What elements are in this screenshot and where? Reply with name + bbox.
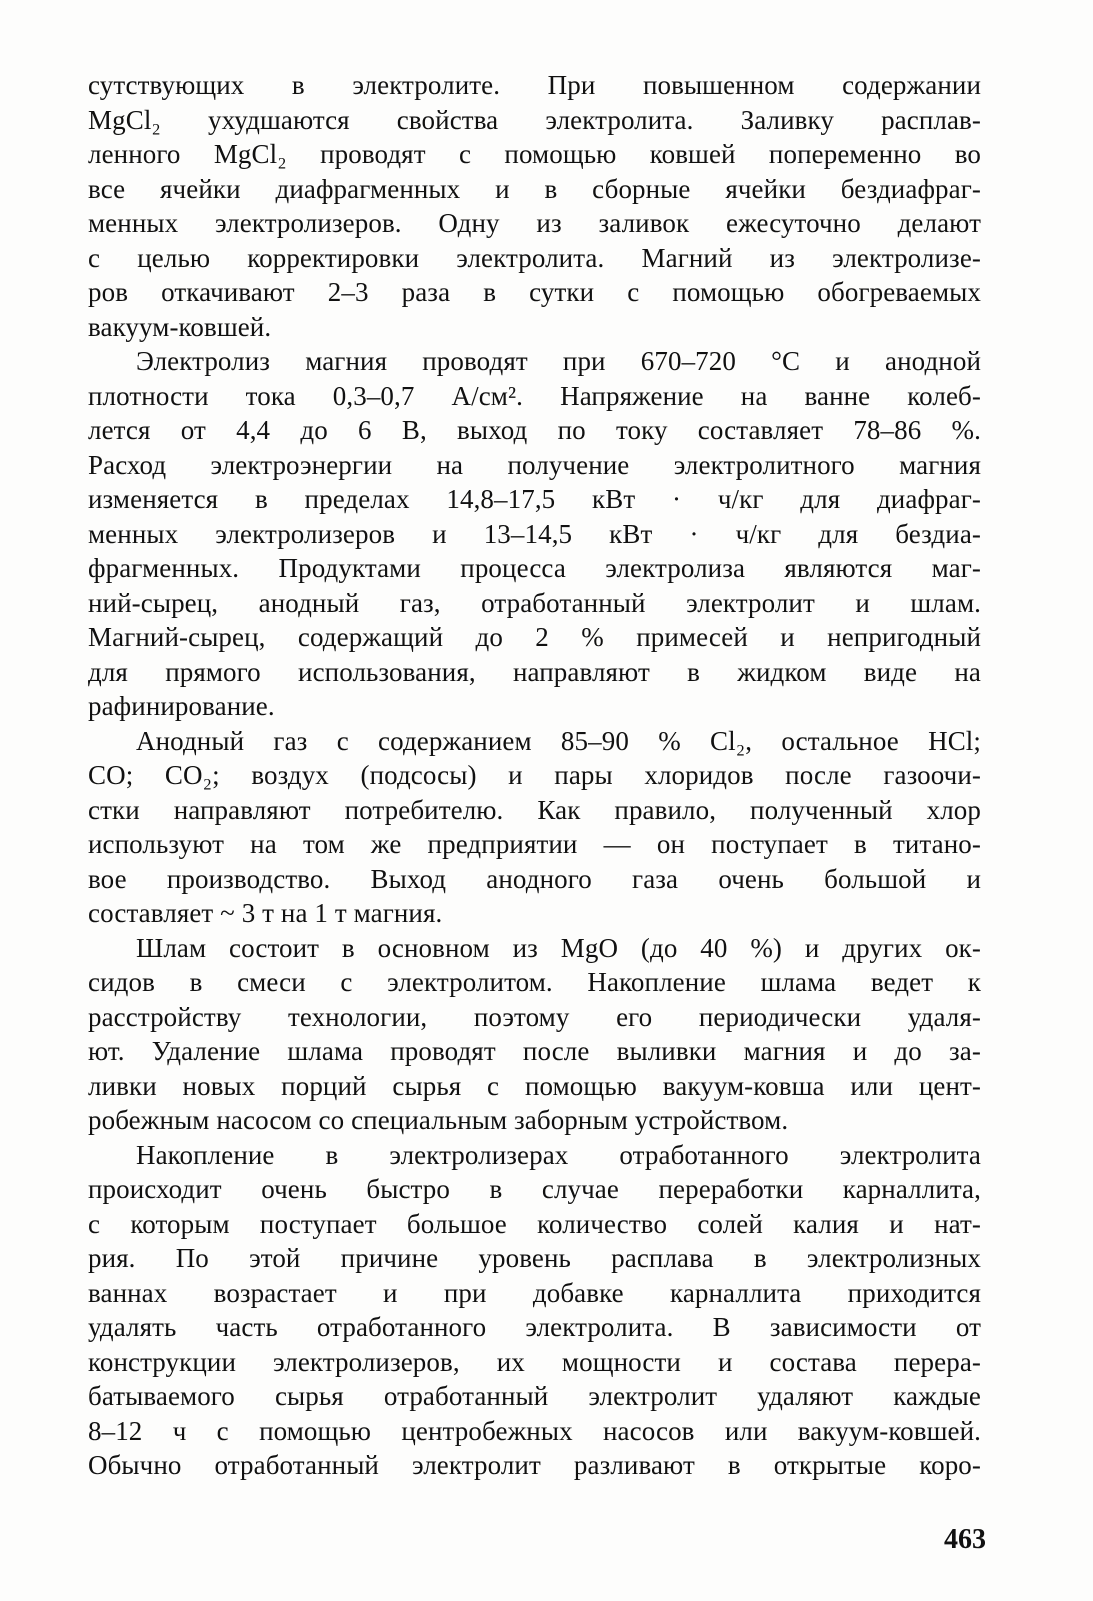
text-line: вое производство. Выход анодного газа очень большой и: [88, 863, 981, 894]
text-line: менных электролизеров. Одну из заливок ежесуточно делают: [88, 208, 981, 238]
text-line: CO; CO₂; воздух (подсосы) и пары хлоридов после газоочи-: [88, 760, 981, 790]
text-line: для прямого использования, направляют в жидком виде на: [88, 656, 981, 687]
text-line: изменяется в пределах 14,8–17,5 кВт · ч/кг для диафраг-: [88, 484, 981, 514]
text-line: с целью корректировки электролита. Магний из электролизе-: [88, 242, 981, 273]
text-line: ют. Удаление шлама проводят после выливки магния и до за-: [88, 1036, 981, 1066]
text-line: Обычно отработанный электролит разливают в открытые коро-: [88, 1450, 981, 1480]
paragraph: [88, 68, 981, 344]
text-line: робежным насосом со специальным заборным устройством.: [88, 1105, 789, 1135]
text-line: менных электролизеров и 13–14,5 кВт · ч/кг для бездиа-: [88, 518, 981, 549]
text-line: вакуум-ковшей.: [88, 311, 272, 342]
text-line: лется от 4,4 до 6 В, выход по току составляет 78–86 %.: [88, 415, 981, 445]
text-line: плотности тока 0,3–0,7 А/см². Напряжение на ванне колеб-: [88, 380, 981, 411]
page-number: 463: [944, 1524, 986, 1555]
text-line: расстройству технологии, поэтому его периодически удаля-: [88, 1001, 981, 1032]
text-line: Накопление в электролизерах отработанного электролита: [136, 1139, 981, 1170]
paragraph: [88, 1138, 981, 1483]
text-line: сидов в смеси с электролитом. Накопление шлама ведет к: [88, 967, 981, 997]
text-line: стки направляют потребителю. Как правило, полученный хлор: [88, 794, 981, 825]
text-line: удалять часть отработанного электролита. В зависимости от: [88, 1312, 981, 1342]
text-line: сутствующих в электролите. При повышенном содержании: [88, 70, 981, 100]
text-line: ленного MgCl₂ проводят с помощью ковшей попеременно во: [88, 139, 981, 169]
text-line: составляет ~ 3 т на 1 т магния.: [88, 898, 443, 928]
text-line: ров откачивают 2–3 раза в сутки с помощью обогреваемых: [88, 277, 981, 307]
text-line: Анодный газ с содержанием 85–90 % Cl₂, остальное HCl;: [136, 725, 981, 756]
paragraph: [88, 724, 981, 931]
text-line: конструкции электролизеров, их мощности и состава перера-: [88, 1346, 981, 1377]
text-line: все ячейки диафрагменных и в сборные ячейки бездиафраг-: [88, 173, 981, 204]
text-line: Расход электроэнергии на получение электролитного магния: [88, 449, 981, 480]
text-line: ний-сырец, анодный газ, отработанный электролит и шлам.: [88, 587, 981, 618]
body-text: [88, 68, 981, 1483]
text-line: MgCl₂ ухудшаются свойства электролита. Заливку расплав-: [88, 104, 981, 135]
text-line: используют на том же предприятии — он поступает в титано-: [88, 829, 981, 859]
text-line: с которым поступает большое количество солей калия и нат-: [88, 1208, 981, 1239]
text-line: Шлам состоит в основном из MgO (до 40 %) и других ок-: [136, 932, 981, 963]
text-line: происходит очень быстро в случае переработки карналлита,: [88, 1174, 981, 1204]
text-line: Электролиз магния проводят при 670–720 °С и анодной: [136, 346, 981, 376]
text-line: рия. По этой причине уровень расплава в электролизных: [88, 1243, 981, 1273]
text-line: фрагменных. Продуктами процесса электролиза являются маг-: [88, 553, 981, 583]
text-line: Магний-сырец, содержащий до 2 % примесей и непригодный: [88, 622, 981, 652]
text-line: батываемого сырья отработанный электролит удаляют каждые: [88, 1381, 981, 1411]
paragraph: [88, 931, 981, 1138]
paragraph: [88, 344, 981, 724]
text-line: ваннах возрастает и при добавке карналлита приходится: [88, 1277, 981, 1308]
text-line: ливки новых порций сырья с помощью вакуум-ковша или цент-: [88, 1070, 981, 1101]
text-line: рафинирование.: [88, 691, 275, 721]
text-line: 8–12 ч с помощью центробежных насосов или вакуум-ковшей.: [88, 1415, 981, 1446]
